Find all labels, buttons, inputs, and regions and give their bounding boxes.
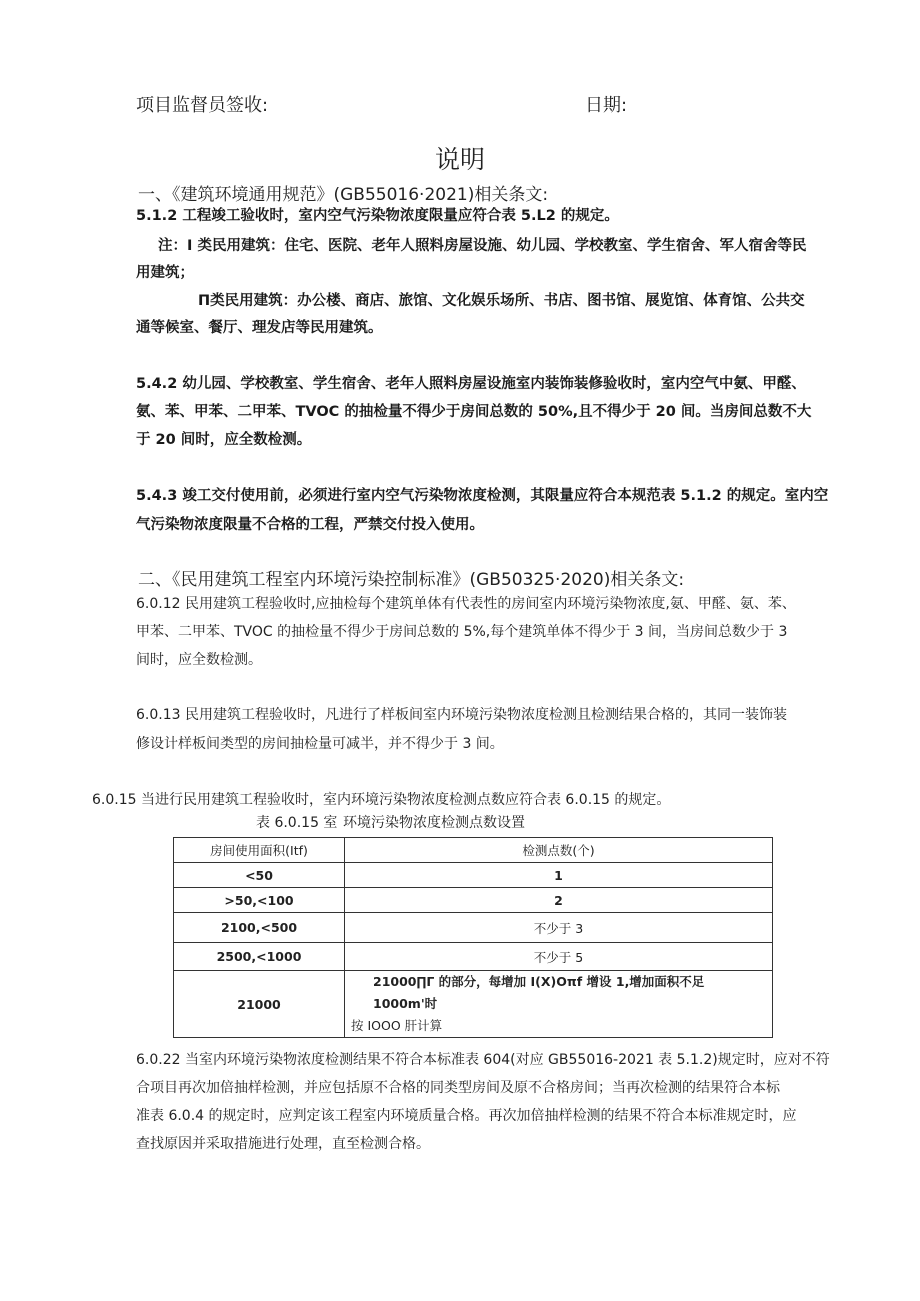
clause-5-1-2: 5.1.2 工程竣工验收时，室内空气污染物浓度限量应符合表 5.L2 的规定。 <box>136 208 619 224</box>
date-label: 日期: <box>585 95 628 116</box>
table-caption-right: 环境污染物浓度检测点数设置 <box>343 815 525 831</box>
clause-6-0-22-line3: 准表 6.0.4 的规定时，应判定该工程室内环境质量合格。再次加倍抽样检测的结果不符合本标准规定时，应 <box>136 1108 797 1124</box>
table-row <box>174 971 773 1038</box>
detection-points-table <box>173 837 773 1038</box>
clause-6-0-22-line2: 合项目再次加倍抽样检测，并应包括原不合格的同类型房间及原不合格房间；当再次检测的结果符合本标 <box>136 1080 780 1096</box>
clause-6-0-12-line3: 间时，应全数检测。 <box>136 652 262 668</box>
section2-heading: 二、《民用建筑工程室内环境污染控制标准》(GB50325·2020)相关条文: <box>138 570 685 590</box>
row-points-line1: 21000∏Γ 的部分，每增加 I(X)Oπf 增设 1,增加面积不足 1000m'时 <box>373 974 705 1011</box>
clause-6-0-15: 6.0.15 当进行民用建筑工程验收时，室内环境污染物浓度检测点数应符合表 6.0.15 的规定。 <box>92 792 671 808</box>
clause-5-4-2-line2: 氨、苯、甲苯、二甲苯、TVOC 的抽检量不得少于房间总数的 50%,且不得少于 20 间。当房间总数不大 <box>136 404 812 420</box>
row-area: 2100,<500 <box>174 913 345 943</box>
supervisor-signature-label: 项目监督员签收: <box>136 95 269 116</box>
header-points: 检测点数(个) <box>345 838 773 863</box>
row-points: 1 <box>345 863 773 888</box>
clause-6-0-13-line1: 6.0.13 民用建筑工程验收时，凡进行了样板间室内环境污染物浓度检测且检测结果合格的，其同一装饰装 <box>136 707 787 723</box>
clause-6-0-12-line2: 甲苯、二甲苯、TVOC 的抽检量不得少于房间总数的 5%,每个建筑单体不得少于 3 间，当房间总数少于 3 <box>136 624 788 640</box>
row-area: 21000 <box>174 971 345 1038</box>
clause-6-0-12-line1: 6.0.12 民用建筑工程验收时,应抽检每个建筑单体有代表性的房间室内环境污染物浓度,氨、甲醛、氨、苯、 <box>136 596 796 612</box>
table-row <box>174 863 773 888</box>
table-row <box>174 913 773 943</box>
table-row <box>174 888 773 913</box>
clause-5-4-2-line3: 于 20 间时，应全数检测。 <box>136 432 312 448</box>
clause-5-4-2-line1: 5.4.2 幼儿园、学校教室、学生宿舍、老年人照料房屋设施室内装饰装修验收时，室内空气中氨、甲醛、 <box>136 376 806 392</box>
clause-6-0-22-line1: 6.0.22 当室内环境污染物浓度检测结果不符合本标准表 604(对应 GB55016-2021 表 5.1.2)规定时，应对不符 <box>136 1052 830 1068</box>
clause-6-0-22-line4: 查找原因并采取措施进行处理，直至检测合格。 <box>136 1136 430 1152</box>
row-area: 2500,<1000 <box>174 943 345 971</box>
row-points-line2: 按 IOOO 肝计算 <box>351 1018 443 1033</box>
table-caption-left: 表 6.0.15 室 <box>256 815 338 831</box>
row-points: 不少于 5 <box>345 943 773 971</box>
header-area: 房间使用面积(Itf) <box>174 838 345 863</box>
clause-6-0-13-line2: 修设计样板间类型的房间抽检量可减半，并不得少于 3 间。 <box>136 736 504 752</box>
note-class-2-line1: П类民用建筑：办公楼、商店、旅馆、文化娱乐场所、书店、图书馆、展览馆、体育馆、公共交 <box>198 293 805 309</box>
row-area: <50 <box>174 863 345 888</box>
table-header-row <box>174 838 773 863</box>
section1-heading: 一、《建筑环境通用规范》(GB55016·2021)相关条文: <box>138 185 549 205</box>
clause-5-4-3-line1: 5.4.3 竣工交付使用前，必须进行室内空气污染物浓度检测，其限量应符合本规范表 5.1.2 的规定。室内空 <box>136 488 829 504</box>
clause-5-4-3-line2: 气污染物浓度限量不合格的工程，严禁交付投入使用。 <box>136 517 484 533</box>
note-class-1-line1: 注：I 类民用建筑：住宅、医院、老年人照料房屋设施、幼儿园、学校教室、学生宿舍、军人宿舍等民 <box>158 238 807 254</box>
note-class-1-line2: 用建筑； <box>136 265 194 281</box>
row-points: 不少于 3 <box>345 913 773 943</box>
note-class-2-line2: 通等候室、餐厅、理发店等民用建筑。 <box>136 320 383 336</box>
row-points: 2 <box>345 888 773 913</box>
page-title: 说明 <box>434 145 485 174</box>
table-row <box>174 943 773 971</box>
row-area: >50,<100 <box>174 888 345 913</box>
row-points <box>345 971 773 1038</box>
